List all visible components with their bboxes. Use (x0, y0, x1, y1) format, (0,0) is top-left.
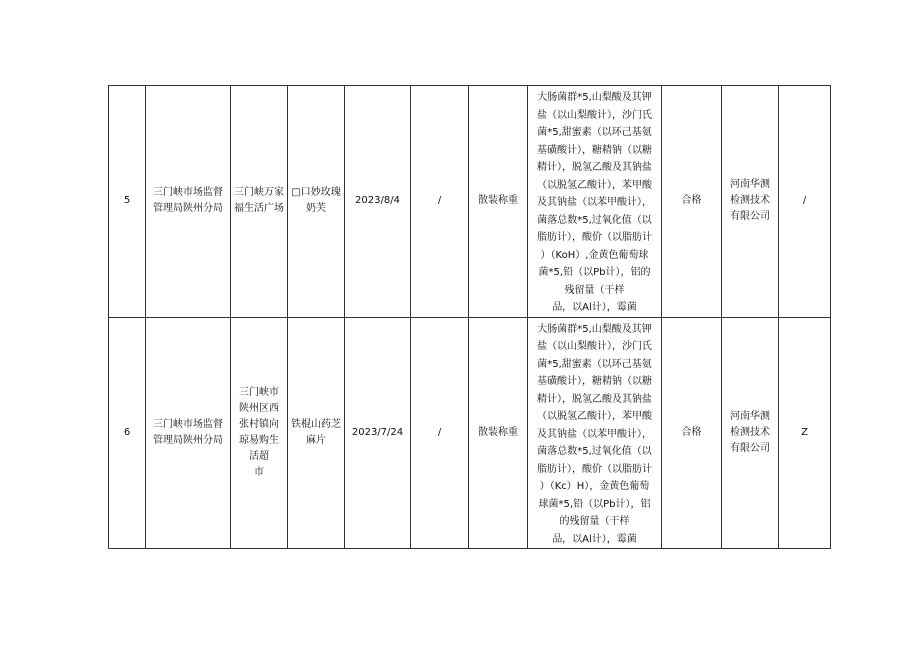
cell-agency-line: 三门峡市场监督 (153, 418, 223, 430)
cell-test-items-line: 基磺酸计），糖精钠（以糖 (537, 376, 652, 387)
cell-test-items-line: （以脱氢乙酸计），苯甲酸 (537, 411, 652, 422)
cell-test-items-line: 精计），脱氢乙酸及其钠盐 (537, 162, 652, 173)
cell-store-line: 陕州区西 (239, 402, 279, 414)
cell-test-items-line: 大肠菌群*5,山梨酸及其钾 (537, 323, 652, 335)
cell-test-items-line: 菌落总数*5,过氧化值（以 (537, 214, 652, 226)
cell-store-line: 活超 (249, 450, 269, 462)
cell-date: 2023/8/4 (345, 86, 411, 318)
cell-note: Z (779, 317, 831, 549)
cell-store-line: 三门峡市 (239, 386, 279, 398)
cell-store (231, 317, 288, 549)
cell-spec: 散装称重 (469, 86, 528, 318)
cell-agency-line: 管理局陕州分局 (153, 434, 223, 446)
cell-agency-line: 三门峡市场监督 (153, 187, 223, 199)
cell-test-items-line: 基磺酸计），糖精钠（以糖 (537, 144, 652, 156)
cell-agency (146, 317, 231, 549)
cell-product-line: 麻片 (306, 434, 326, 446)
cell-lab-line: 检测技术 (730, 195, 770, 207)
cell-test-items-line: 菌*5,甜蜜素（以环己基氨 (537, 358, 652, 370)
cell-store-line: 张村镇向 (239, 418, 279, 430)
cell-test-items-line: 大肠菌群*5,山梨酸及其钾 (537, 92, 652, 103)
cell-date: 2023/7/24 (345, 317, 411, 549)
cell-lab-line: 有限公司 (730, 211, 770, 223)
cell-agency-line: 管理局陕州分局 (153, 203, 223, 215)
cell-lab-line: 检测技术 (730, 426, 770, 438)
cell-store-line: 三门峡万家 (234, 187, 284, 199)
cell-test-items-line: 菌*5,铅（以Pb计），铝的 (538, 267, 651, 278)
cell-test-items-line: 品，以Al计），霉菌 (552, 533, 637, 545)
inspection-table (108, 85, 831, 549)
cell-store-line: 市 (254, 466, 264, 478)
cell-test-items (528, 317, 662, 549)
cell-test-items-line: 菌落总数*5,过氧化值（以 (537, 446, 652, 457)
cell-test-items-line: 残留量（干样 (564, 284, 625, 296)
cell-product (288, 317, 345, 549)
cell-lab (722, 317, 779, 549)
cell-test-items-line: 的残留量（干样 (559, 516, 630, 527)
cell-store (231, 86, 288, 318)
cell-lab-line: 河南华测 (730, 410, 770, 422)
cell-store-line: 福生活广场 (234, 203, 284, 215)
cell-test-items-line: 及其钠盐（以苯甲酸计）， (537, 197, 652, 208)
cell-result: 合格 (662, 317, 722, 549)
cell-result: 合格 (662, 86, 722, 318)
cell-number: 5 (109, 86, 146, 318)
cell-lab-line: 河南华测 (730, 179, 770, 191)
cell-test-items-line: ）（KoH）,金黄色葡萄球 (540, 249, 649, 261)
cell-product (288, 86, 345, 318)
cell-test-items-line: 脂肪计），酸价（以脂肪计 (537, 232, 652, 243)
table-body (109, 86, 831, 549)
cell-test-items-line: 精计），脱氢乙酸及其钠盐 (537, 393, 652, 405)
cell-test-items-line: 及其钠盐（以苯甲酸计）， (537, 428, 652, 440)
cell-test-items-line: 球菌*5,铅（以Pb计），铝 (538, 498, 651, 510)
cell-note: / (779, 86, 831, 318)
cell-test-items-line: ）（Kc）H），金黄色葡萄 (539, 481, 650, 492)
table-row (109, 86, 831, 318)
table-row (109, 317, 831, 549)
cell-lab-line: 有限公司 (730, 442, 770, 454)
cell-test-items-line: 盐（以山梨酸计），沙门氏 (537, 341, 652, 352)
cell-spec: 散装称重 (469, 317, 528, 549)
cell-agency (146, 86, 231, 318)
cell-test-items (528, 86, 662, 318)
cell-product-line: 奶芙 (306, 203, 326, 215)
cell-batch: / (411, 86, 469, 318)
cell-batch: / (411, 317, 469, 549)
cell-test-items-line: 品，以Al计），霉菌 (552, 302, 637, 313)
cell-test-items-line: 菌*5,甜蜜素（以环己基氨 (537, 127, 652, 138)
cell-lab (722, 86, 779, 318)
cell-test-items-line: 脂肪计），酸价（以脂肪计 (537, 463, 652, 475)
cell-product-line: 铁棍山药芝 (291, 418, 341, 430)
cell-test-items-line: 盐（以山梨酸计），沙门氏 (537, 109, 652, 121)
cell-test-items-line: （以脱氢乙酸计），苯甲酸 (537, 179, 652, 191)
cell-product-line: □口妙玫瑰 (291, 187, 341, 199)
cell-number: 6 (109, 317, 146, 549)
cell-store-line: 琼易购生 (239, 434, 279, 446)
